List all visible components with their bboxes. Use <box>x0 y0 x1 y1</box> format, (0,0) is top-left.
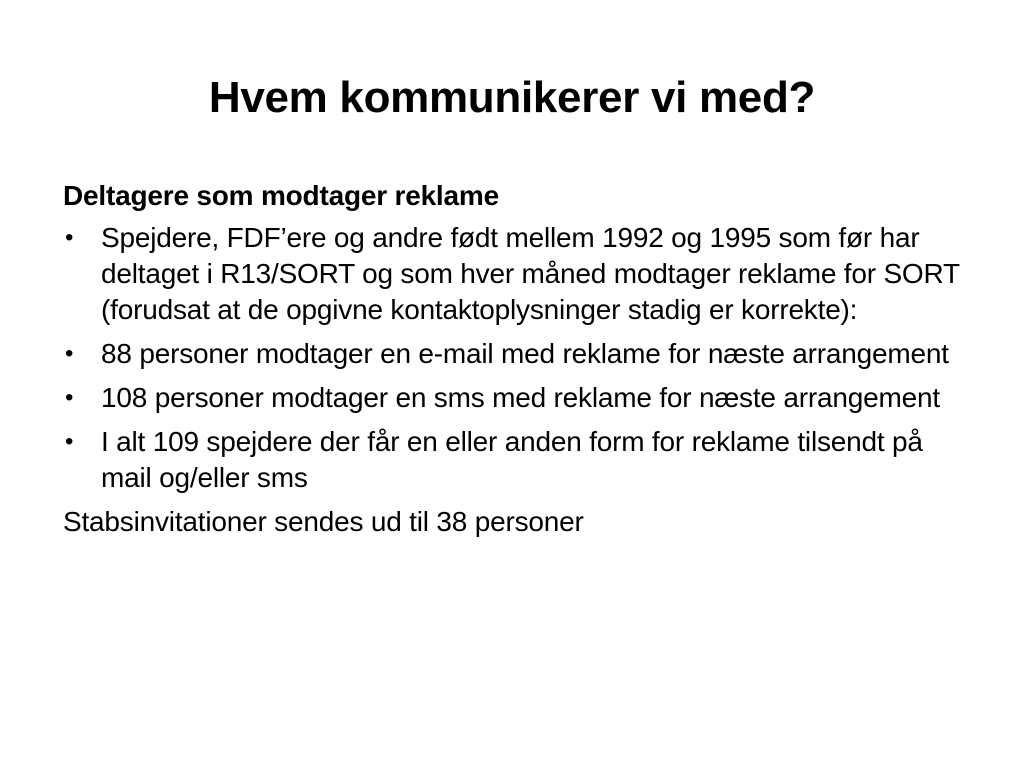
bullet-text: Spejdere, FDF’ere og andre født mellem 1992 og 1995 som før har deltaget i R13/SORT og som hver måned modtager reklame for SORT (forudsat at de opgivne kontaktoplysninger stadig er korrekte): <box>101 222 960 325</box>
bullet-item <box>63 220 968 328</box>
footer-text: Stabsinvitationer sendes ud til 38 personer <box>63 506 584 537</box>
bullet-text: I alt 109 spejdere der får en eller anden form for reklame tilsendt på mail og/eller sms <box>101 426 923 493</box>
bullet-text: 88 personer modtager en e-mail med reklame for næste arrangement <box>101 338 949 369</box>
section-heading: Deltagere som modtager reklame <box>63 180 499 211</box>
bullet-item <box>63 424 968 496</box>
slide-content <box>63 178 968 540</box>
bullet-item <box>63 336 968 372</box>
bullet-icon: • <box>65 428 74 455</box>
bullet-icon: • <box>65 340 74 367</box>
bullet-text: 108 personer modtager en sms med reklame for næste arrangement <box>101 382 940 413</box>
bullet-list <box>63 220 968 496</box>
slide-title: Hvem kommunikerer vi med? <box>208 73 816 122</box>
bullet-icon: • <box>65 224 74 251</box>
bullet-item <box>63 380 968 416</box>
bullet-icon: • <box>65 384 74 411</box>
